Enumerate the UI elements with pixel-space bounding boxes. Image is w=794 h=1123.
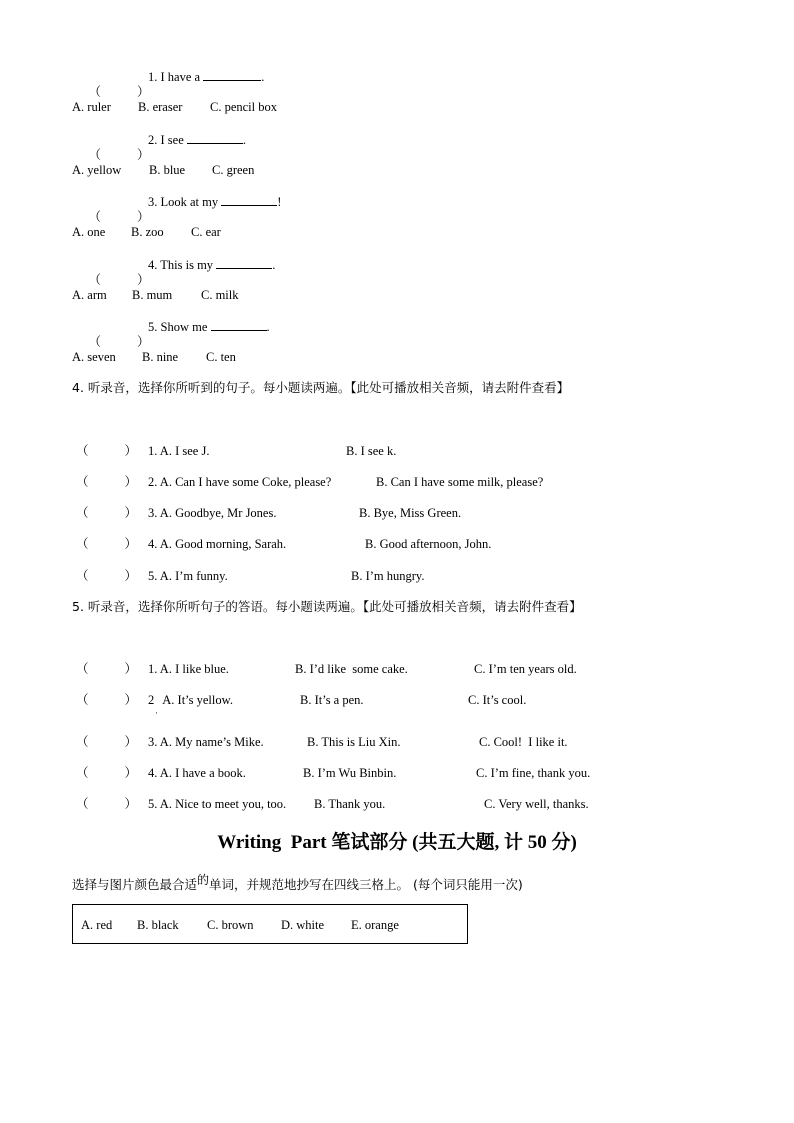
option-b: B. It’s a pen. (300, 693, 364, 707)
option-c: C. pencil box (210, 100, 278, 114)
option-a: A. ruler (72, 100, 111, 114)
option-c: C. ten (206, 350, 236, 364)
list-item: （ ） (76, 797, 138, 811)
stray-dot: · (155, 708, 158, 718)
question-row: （ ） (88, 148, 150, 162)
option-a: 2. A. Can I have some Coke, please? (148, 475, 332, 489)
word-orange: E. orange (351, 918, 399, 932)
option-a: 5. A. I’m funny. (148, 569, 228, 583)
answer-blank (187, 131, 243, 144)
list-item: （ ） (76, 537, 138, 551)
question-text: 1. I have a . (148, 70, 265, 84)
option-b: B. I’m hungry. (351, 569, 425, 583)
option-c: C. Very well, thanks. (484, 797, 589, 811)
list-item: （ ） (76, 693, 138, 707)
list-item: （ ） (76, 766, 138, 780)
option-b: B. zoo (131, 225, 164, 239)
list-item: （ ） (76, 506, 138, 520)
question-text: 3. Look at my ! (148, 195, 282, 209)
option-a: 1. A. I see J. (148, 444, 210, 458)
list-item: （ ） (76, 735, 138, 749)
option-a: A. arm (72, 288, 107, 302)
word-white: D. white (281, 918, 325, 932)
answer-blank (216, 256, 272, 269)
option-b: B. Can I have some milk, please? (376, 475, 544, 489)
option-b: B. nine (142, 350, 179, 364)
writing-part-title: Writing Part 笔试部分 (共五大题, 计 50 分) (217, 832, 577, 853)
list-item: （ ） (76, 475, 138, 489)
option-c: C. Cool! I like it. (479, 735, 568, 749)
option-a: A. yellow (72, 163, 122, 177)
option-a: 5. A. Nice to meet you, too. (148, 797, 287, 811)
section4-heading: 4. 听录音，选择你所听到的句子。每小题读两遍。【此处可播放相关音频，请去附件查看】 (72, 380, 570, 395)
option-a: 3. A. Goodbye, Mr Jones. (148, 506, 277, 520)
paren-close: ） (137, 85, 150, 99)
question-text: 4. This is my . (148, 258, 276, 272)
option-a: 4. A. I have a book. (148, 766, 246, 780)
option-c: C. milk (201, 288, 239, 302)
answer-blank (203, 68, 261, 81)
option-a: 1. A. I like blue. (148, 662, 229, 676)
paren-open: （ (88, 85, 102, 99)
option-a: 4. A. Good morning, Sarah. (148, 537, 287, 551)
option-b: B. eraser (138, 100, 183, 114)
option-b: B. I see k. (346, 444, 397, 458)
list-item: （ ） (76, 662, 138, 676)
option-b: B. I’m Wu Binbin. (303, 766, 397, 780)
word-black: B. black (137, 918, 179, 932)
word-red: A. red (81, 918, 113, 932)
option-b: B. Bye, Miss Green. (359, 506, 462, 520)
option-c: C. I’m ten years old. (474, 662, 577, 676)
question-row: （ ） (88, 210, 150, 224)
option-b: B. This is Liu Xin. (307, 735, 401, 749)
word-brown: C. brown (207, 918, 254, 932)
section5-heading: 5. 听录音，选择你所听句子的答语。每小题读两遍。【此处可播放相关音频，请去附件查看】 (72, 599, 582, 614)
option-b: B. Good afternoon, John. (365, 537, 492, 551)
writing-instruction: 选择与图片颜色最合适的单词，并规范地抄写在四线三格上。 (每个词只能用一次) (72, 873, 523, 892)
option-a: 2 A. It’s yellow. (148, 693, 233, 707)
question-row: （ ） (88, 335, 150, 349)
option-b: B. mum (132, 288, 173, 302)
option-a: 3. A. My name’s Mike. (148, 735, 264, 749)
option-c: C. ear (191, 225, 221, 239)
option-b: B. Thank you. (314, 797, 386, 811)
list-item: （ ） (76, 569, 138, 583)
option-b: B. blue (149, 163, 186, 177)
answer-blank (211, 318, 267, 331)
question-row: （ ） (88, 273, 150, 287)
option-c: C. I’m fine, thank you. (476, 766, 591, 780)
word-bank-box (72, 904, 468, 944)
list-item: （ ） (76, 444, 138, 458)
question-text: 2. I see . (148, 133, 246, 147)
option-c: C. green (212, 163, 255, 177)
option-b: B. I’d like some cake. (295, 662, 408, 676)
question-text: 5. Show me . (148, 320, 270, 334)
option-a: A. seven (72, 350, 116, 364)
option-a: A. one (72, 225, 106, 239)
answer-blank (221, 193, 277, 206)
option-c: C. It’s cool. (468, 693, 527, 707)
